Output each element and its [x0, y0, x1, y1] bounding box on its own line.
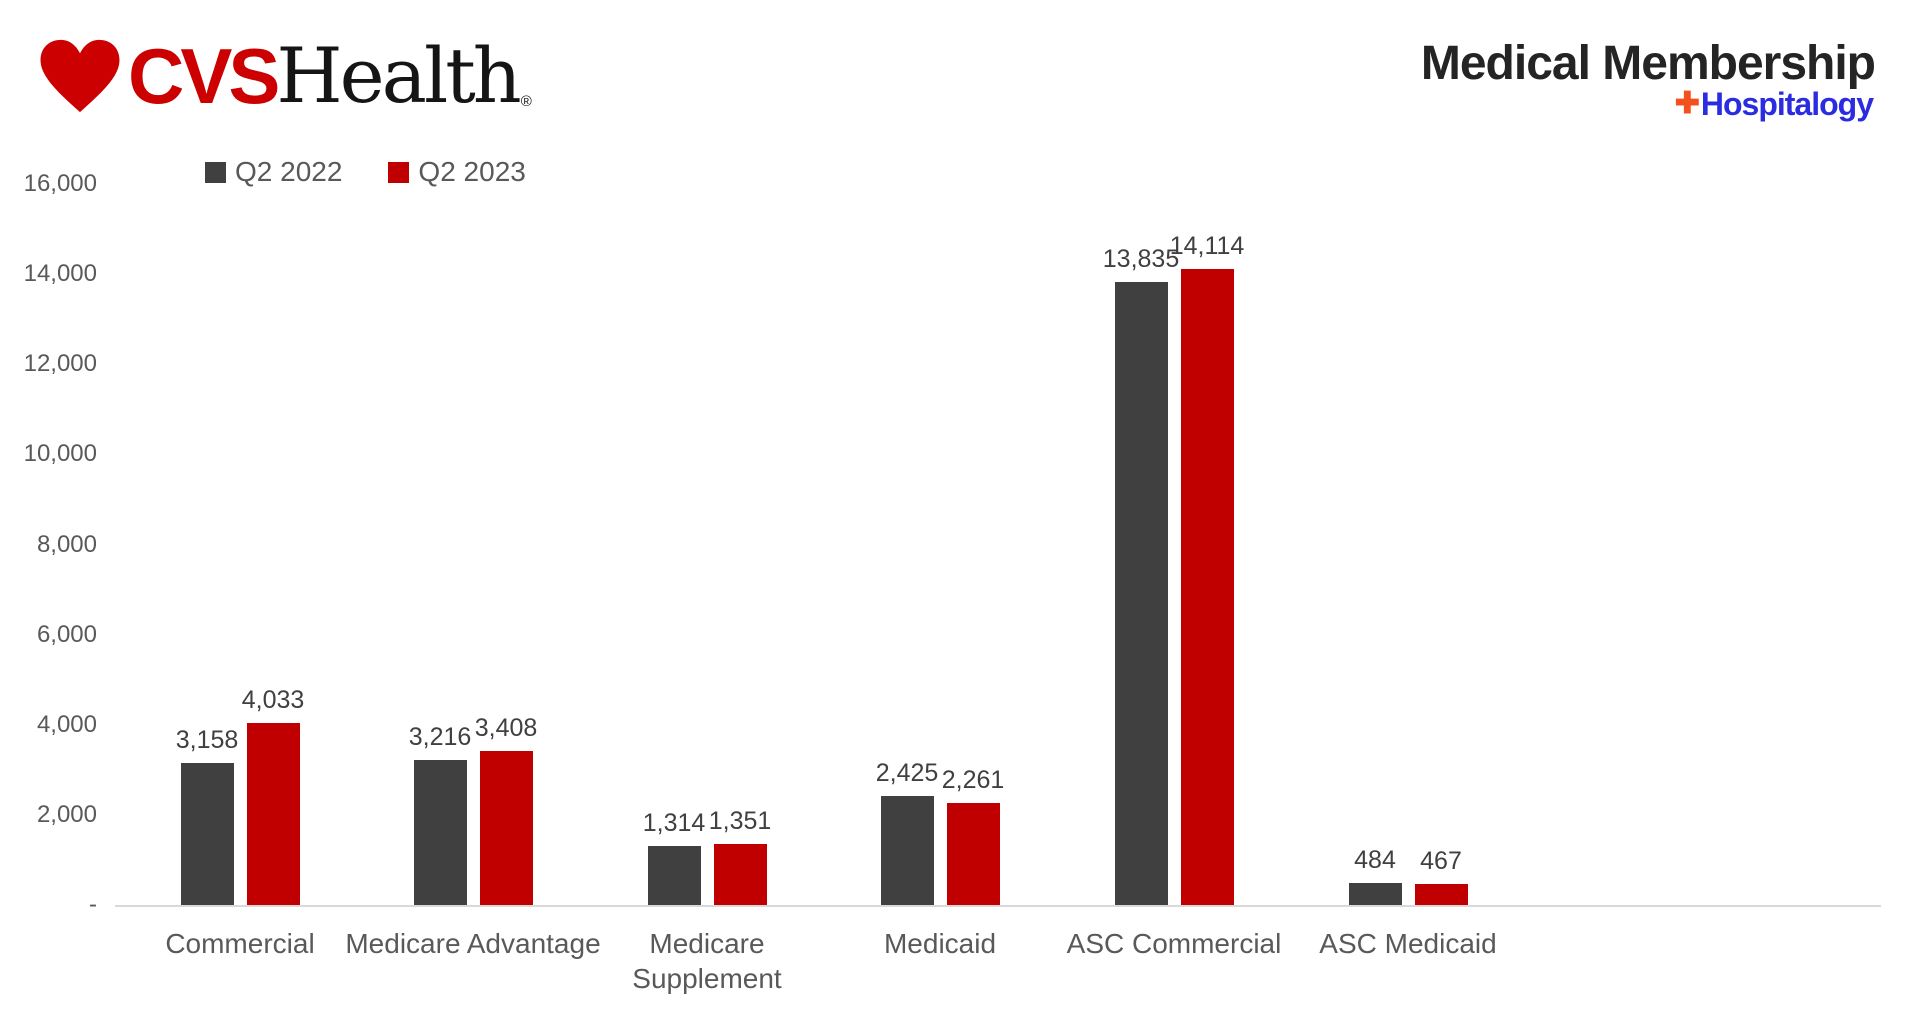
bar-value-label: 3,408 — [474, 714, 538, 743]
x-axis-category-label: Commercial — [165, 928, 315, 959]
x-axis-category-label: ASC Medicaid — [1319, 928, 1497, 959]
bar-q2-2023 — [714, 844, 767, 905]
bar-q2-2023 — [247, 723, 300, 905]
bar-value-label: 3,216 — [408, 723, 472, 752]
legend-label-q2-2023: Q2 2023 — [418, 156, 526, 187]
x-axis-category-label: Medicare Advantage — [345, 928, 601, 959]
bar-q2-2023 — [1415, 884, 1468, 905]
y-axis-tick-label: 8,000 — [36, 530, 97, 558]
bar-value-label: 4,033 — [241, 686, 305, 715]
bar-q2-2022 — [1349, 883, 1402, 905]
bar-value-label: 467 — [1420, 846, 1462, 875]
y-axis-tick-label: 2,000 — [36, 800, 97, 828]
bar-q2-2022 — [414, 760, 467, 905]
bar-q2-2023 — [1181, 269, 1234, 905]
cvs-wordmark: CVS — [128, 32, 277, 120]
x-axis-category-label: Medicare Supplement — [632, 928, 782, 995]
bar-q2-2022 — [881, 796, 934, 905]
bar-q2-2022 — [648, 846, 701, 905]
y-axis-tick-label: 10,000 — [23, 440, 97, 468]
registered-trademark: ® — [520, 93, 532, 110]
bar-value-label: 1,314 — [642, 808, 706, 837]
hospitalogy-plus-icon: ✚ — [1674, 87, 1700, 120]
y-axis-tick-label: 6,000 — [36, 620, 97, 648]
legend-label-q2-2022: Q2 2022 — [235, 156, 343, 187]
y-axis-tick-label: 12,000 — [23, 350, 97, 378]
hospitalogy-wordmark: Hospitalogy — [1700, 86, 1873, 122]
bar-value-label: 484 — [1354, 846, 1396, 875]
bar-q2-2023 — [947, 803, 1000, 905]
x-axis-line — [115, 905, 1881, 907]
bar-value-label: 2,425 — [875, 758, 939, 787]
y-axis-tick-label: - — [89, 891, 97, 918]
bar-value-label: 14,114 — [1169, 231, 1245, 260]
bar-value-label: 2,261 — [941, 766, 1005, 795]
x-axis-category-label: ASC Commercial — [1066, 928, 1282, 959]
page-title: Medical Membership — [1420, 37, 1875, 90]
bar-value-label: 13,835 — [1102, 244, 1180, 273]
x-axis-category-label: Medicaid — [883, 928, 997, 959]
y-axis-tick-label: 14,000 — [23, 260, 97, 288]
bar-q2-2022 — [181, 763, 234, 905]
bar-value-label: 3,158 — [175, 725, 239, 754]
bar-value-label: 1,351 — [708, 807, 772, 836]
y-axis-tick-label: 16,000 — [23, 170, 97, 197]
bar-q2-2023 — [480, 751, 533, 905]
y-axis-tick-label: 4,000 — [36, 710, 97, 738]
bar-q2-2022 — [1115, 282, 1168, 905]
health-wordmark: Health — [276, 31, 519, 120]
